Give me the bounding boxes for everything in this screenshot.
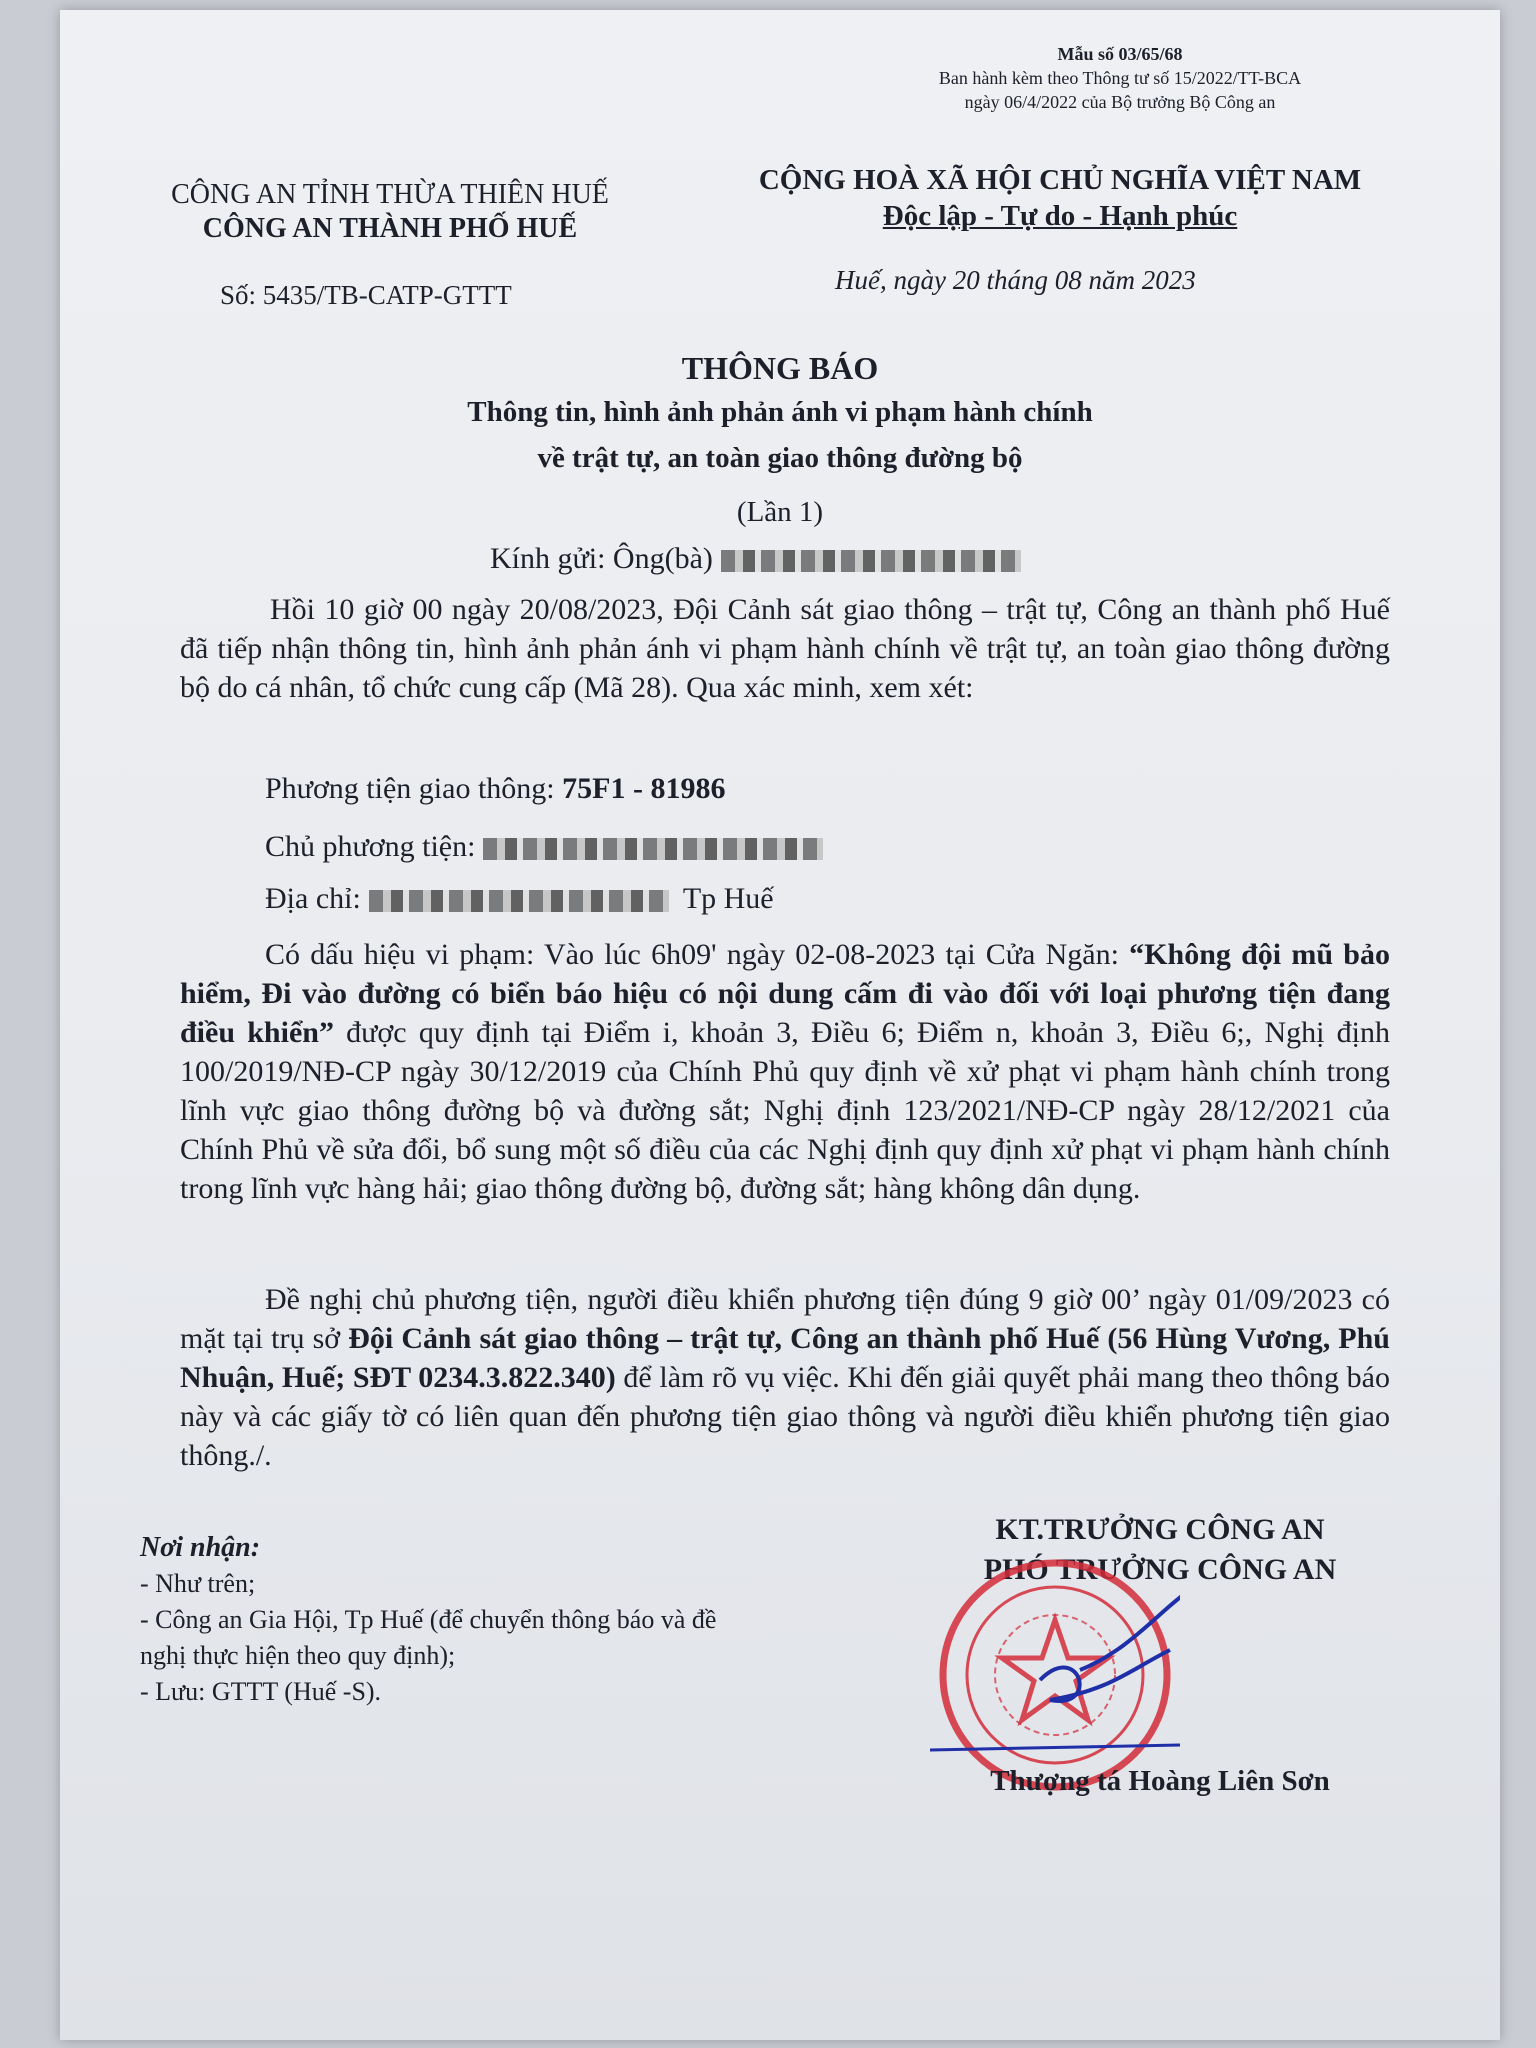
paragraph-intro: Hồi 10 giờ 00 ngày 20/08/2023, Đội Cảnh sát giao thông – trật tự, Công an thành phố Huế đã tiếp nhận thông tin, hình ảnh phản ánh vi phạm hành chính về trật tự, an toàn giao thông đường bộ do cá nhân, tổ chức cung cấp (Mã 28). Qua xác minh, xem xét: (180, 593, 1390, 704)
address-row (265, 882, 774, 916)
redacted-address (369, 890, 669, 912)
vehicle-plate: 75F1 - 81986 (562, 772, 726, 805)
document-subtitle-2: về trật tự, an toàn giao thông đường bộ (537, 442, 1023, 474)
paragraph-violation (180, 935, 1390, 1208)
signature-line-2: PHÓ TRƯỞNG CÔNG AN (983, 1553, 1337, 1586)
form-number: Mẫu số 03/65/68 (1057, 44, 1183, 64)
violation-description: “Không đội mũ bảo hiểm, Đi vào đường có biển báo hiệu có nội dung cấm đi vào đối với loại phương tiện đang điều khiển” (180, 938, 1390, 1049)
recipient-item: - Lưu: GTTT (Huế -S). (140, 1677, 382, 1706)
request-intro: Đề nghị chủ phương tiện, người điều khiển phương tiện đúng 9 giờ 00’ ngày 01/09/2023 có mặt tại trụ sở (180, 1283, 1390, 1355)
address-label: Địa chỉ: (265, 882, 361, 915)
header-left (140, 178, 640, 246)
notice-count: (Lần 1) (736, 496, 824, 528)
header-right (700, 162, 1420, 234)
paragraph-request (180, 1280, 1390, 1475)
agency-name: CÔNG AN THÀNH PHỐ HUẾ (202, 213, 578, 244)
redacted-name (721, 550, 1021, 572)
form-issued: Ban hành kèm theo Thông tư số 15/2022/TT-BCA (938, 68, 1302, 88)
signature-line-1: KT.TRƯỞNG CÔNG AN (995, 1513, 1325, 1546)
form-number-block (910, 42, 1330, 114)
document-subtitle-1: Thông tin, hình ảnh phản ánh vi phạm hành chính (467, 396, 1093, 428)
request-office: Đội Cảnh sát giao thông – trật tự, Công an thành phố Huế (56 Hùng Vương, Phú Nhuận, Huế; SĐT 0234.3.822.340) (180, 1322, 1390, 1394)
national-motto: Độc lập - Tự do - Hạnh phúc (882, 200, 1238, 232)
request-detail: để làm rõ vụ việc. Khi đến giải quyết phải mang theo thông báo này và các giấy tờ có liên quan đến phương tiện giao thông và người điều khiển phương tiện giao thông./. (180, 1361, 1390, 1472)
signer-name: Thượng tá Hoàng Liên Sơn (990, 1765, 1330, 1797)
document-title: THÔNG BÁO (681, 350, 879, 386)
violation-intro: Có dấu hiệu vi phạm: Vào lúc 6h09' ngày 02-08-2023 tại Cửa Ngăn: (265, 938, 1130, 971)
form-issued-date: ngày 06/4/2022 của Bộ trưởng Bộ Công an (964, 92, 1276, 112)
document-page (60, 10, 1500, 2040)
document-date: Huế, ngày 20 tháng 08 năm 2023 (835, 265, 1196, 295)
recipient-item: - Như trên; (140, 1569, 256, 1598)
recipient-item: - Công an Gia Hội, Tp Huế (để chuyển thông báo và đề nghị thực hiện theo quy định); (140, 1605, 717, 1670)
recipients-heading: Nơi nhận: (140, 1532, 261, 1563)
recipient-line (490, 542, 1021, 576)
violation-legal-basis: được quy định tại Điểm i, khoản 3, Điều 6; Điểm n, khoản 3, Điều 6;, Nghị định 100/2019/NĐ-CP ngày 30/12/2019 của Chính Phủ quy định về xử phạt vi phạm hành chính trong lĩnh vực giao thông đường bộ và đường sắt; Nghị định 123/2021/NĐ-CP ngày 28/12/2021 của Chính Phủ về sửa đổi, bổ sung một số điều của các Nghị định quy định xử phạt vi phạm hành chính trong lĩnh vực hàng hải; giao thông đường bộ, đường sắt; hàng không dân dụng. (180, 1016, 1390, 1205)
vehicle-label: Phương tiện giao thông: (265, 772, 563, 805)
redacted-owner (483, 838, 823, 860)
recipient-label: Kính gửi: Ông(bà) (490, 542, 713, 575)
vehicle-row (265, 772, 725, 806)
address-city: Tp Huế (682, 882, 774, 915)
national-title: CỘNG HOÀ XÃ HỘI CHỦ NGHĨA VIỆT NAM (758, 164, 1362, 196)
official-seal-icon (930, 1550, 1180, 1800)
agency-parent: CÔNG AN TỈNH THỪA THIÊN HUẾ (171, 179, 609, 210)
owner-row (265, 830, 823, 864)
owner-label: Chủ phương tiện: (265, 830, 476, 863)
recipients-block (140, 1530, 720, 1710)
document-number: Số: 5435/TB-CATP-GTTT (220, 280, 512, 310)
